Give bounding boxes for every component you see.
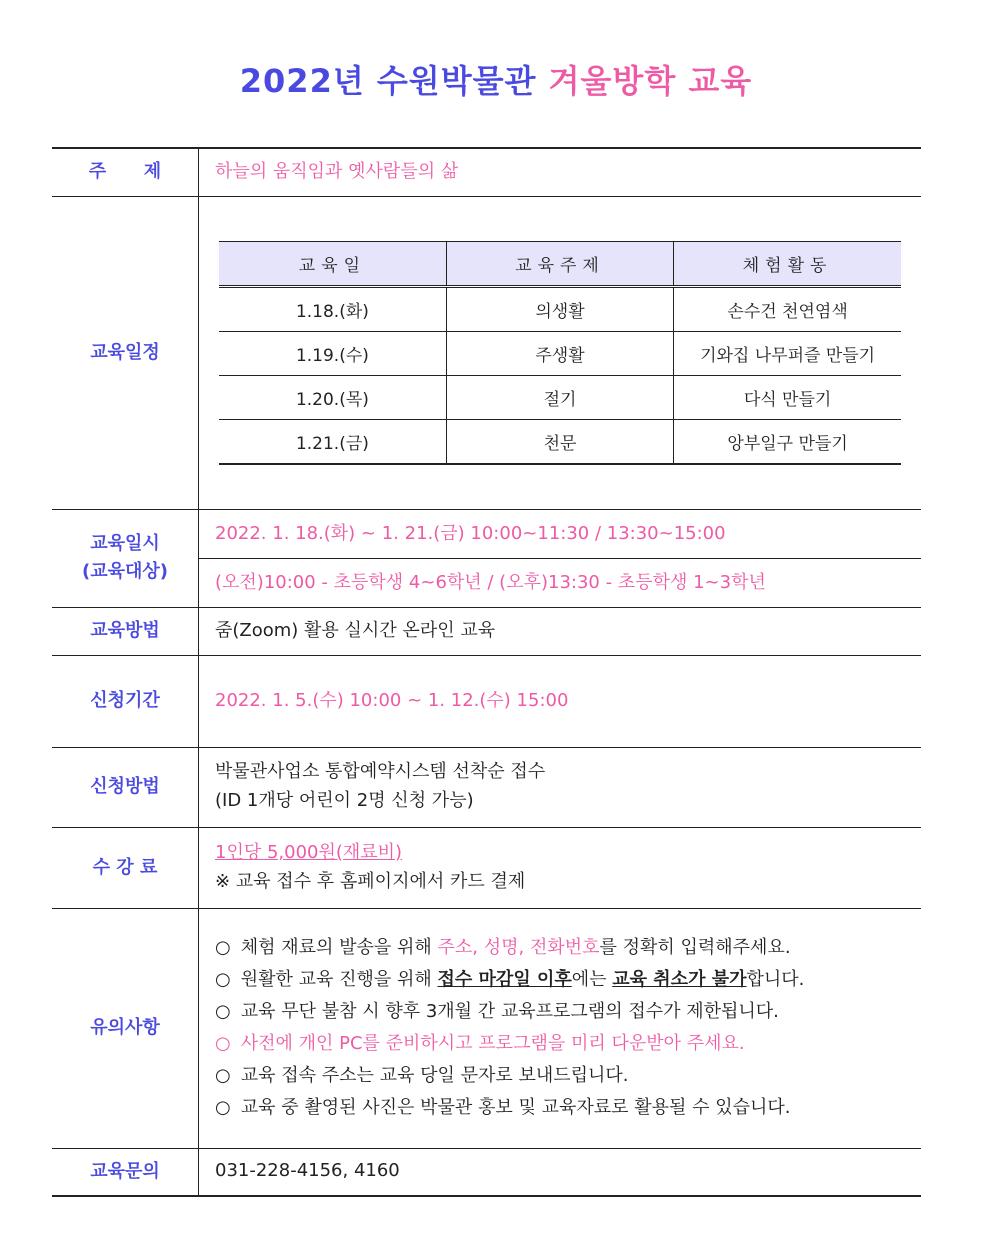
schedule-row <box>219 331 901 375</box>
fee-label: 수 강 료 <box>52 827 199 908</box>
circle-bullet-icon: ○ <box>215 1065 231 1086</box>
schedule-row <box>219 419 901 464</box>
schedule-date: 1.20.(목) <box>219 375 446 419</box>
row-schedule <box>52 196 921 509</box>
schedule-header <box>219 241 901 286</box>
schedule-row <box>219 375 901 419</box>
notes-cell <box>199 908 922 1148</box>
schedule-date: 1.21.(금) <box>219 419 446 464</box>
datetime-label: 교육일시 (교육대상) <box>52 509 199 607</box>
circle-bullet-icon: ○ <box>215 937 231 958</box>
datetime-cell <box>199 509 922 607</box>
note-item: ○ 교육 접속 주소는 교육 당일 문자로 보내드립니다. <box>215 1065 629 1086</box>
row-contact <box>52 1148 921 1196</box>
theme-value: 하늘의 움직임과 옛사람들의 삶 <box>199 148 922 196</box>
schedule-topic: 주생활 <box>446 331 673 375</box>
header-date: 교육일 <box>219 241 446 286</box>
schedule-row <box>219 286 901 331</box>
method-label: 교육방법 <box>52 607 199 655</box>
fee-amount: 1인당 5,000원(재료비) <box>215 841 403 863</box>
note-item: ○ 교육 무단 불참 시 향후 3개월 간 교육프로그램의 접수가 제한됩니다. <box>215 1001 779 1022</box>
method-value: 줌(Zoom) 활용 실시간 온라인 교육 <box>199 607 922 655</box>
theme-label: 주 제 <box>52 148 199 196</box>
row-notes <box>52 908 921 1148</box>
target-line: (오전)10:00 - 초등학생 4~6학년 / (오후)13:30 - 초등학생 1~3학년 <box>199 558 921 607</box>
notes-label: 유의사항 <box>52 908 199 1148</box>
row-apply <box>52 747 921 827</box>
schedule-table <box>219 241 901 465</box>
circle-bullet-icon: ○ <box>215 1097 231 1118</box>
row-period <box>52 655 921 747</box>
schedule-cell <box>199 196 922 509</box>
fee-note: ※ 교육 접수 후 홈페이지에서 카드 결제 <box>215 870 526 892</box>
circle-bullet-icon: ○ <box>215 1033 231 1054</box>
fee-value <box>199 827 922 908</box>
title-highlight: 겨울방학 교육 <box>548 62 753 100</box>
note-item: ○ 사전에 개인 PC를 준비하시고 프로그램을 미리 다운받아 주세요. <box>215 1033 745 1054</box>
period-label: 신청기간 <box>52 655 199 747</box>
note-item: ○ 원활한 교육 진행을 위해 접수 마감일 이후에는 교육 취소가 불가합니다. <box>215 969 805 990</box>
schedule-activity: 손수건 천연염색 <box>674 286 901 331</box>
info-table <box>52 147 921 1197</box>
note-item: ○ 체험 재료의 발송을 위해 주소, 성명, 전화번호를 정확히 입력해주세요. <box>215 937 791 958</box>
title-main: 2022년 수원박물관 <box>239 62 549 100</box>
row-theme <box>52 148 921 196</box>
circle-bullet-icon: ○ <box>215 969 231 990</box>
notes-list <box>215 932 921 1124</box>
contact-value: 031-228-4156, 4160 <box>199 1148 922 1196</box>
note-item: ○ 교육 중 촬영된 사진은 박물관 홍보 및 교육자료로 활용될 수 있습니다. <box>215 1097 791 1118</box>
period-value: 2022. 1. 5.(수) 10:00 ~ 1. 12.(수) 15:00 <box>199 655 922 747</box>
header-activity: 체험활동 <box>674 241 901 286</box>
schedule-label: 교육일정 <box>52 196 199 509</box>
circle-bullet-icon: ○ <box>215 1001 231 1022</box>
schedule-topic: 의생활 <box>446 286 673 331</box>
schedule-activity: 기와집 나무퍼즐 만들기 <box>674 331 901 375</box>
schedule-activity: 다식 만들기 <box>674 375 901 419</box>
schedule-date: 1.18.(화) <box>219 286 446 331</box>
schedule-topic: 천문 <box>446 419 673 464</box>
apply-value: 박물관사업소 통합예약시스템 선착순 접수 (ID 1개당 어린이 2명 신청 가능) <box>199 747 922 827</box>
row-method <box>52 607 921 655</box>
datetime-line: 2022. 1. 18.(화) ~ 1. 21.(금) 10:00~11:30 / 13:30~15:00 <box>215 522 726 544</box>
page-title <box>0 56 992 102</box>
row-datetime <box>52 509 921 607</box>
contact-label: 교육문의 <box>52 1148 199 1196</box>
schedule-date: 1.19.(수) <box>219 331 446 375</box>
schedule-topic: 절기 <box>446 375 673 419</box>
schedule-activity: 앙부일구 만들기 <box>674 419 901 464</box>
apply-label: 신청방법 <box>52 747 199 827</box>
header-topic: 교육주제 <box>446 241 673 286</box>
row-fee <box>52 827 921 908</box>
